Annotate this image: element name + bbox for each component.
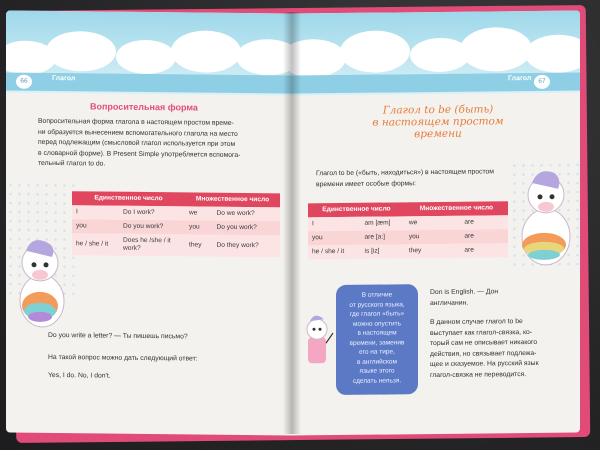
table-row xyxy=(72,233,280,257)
bubble-line: В отличие xyxy=(361,291,393,299)
left-page xyxy=(6,11,290,436)
bubble-line: можно опустить xyxy=(353,319,401,328)
pronoun-cell: they xyxy=(185,234,213,256)
bubble-line: в английском xyxy=(357,357,397,366)
intro-paragraph xyxy=(316,167,526,190)
answer-text: Yes, I do. No, I don't. xyxy=(48,371,111,380)
conjugation-table xyxy=(72,191,280,257)
form-cell: are xyxy=(460,243,508,257)
header-bar xyxy=(6,73,290,94)
unicorn-illustration xyxy=(512,161,576,272)
cloud xyxy=(525,34,580,73)
cloud xyxy=(116,40,176,75)
pronoun-cell: I xyxy=(72,205,119,219)
teacher-unicorn-icon xyxy=(300,313,334,373)
pronoun-cell: you xyxy=(405,230,461,245)
title-line: Глагол to be (быть) xyxy=(382,103,494,117)
note-line: щее и сказуемое. На русский язык xyxy=(430,359,539,369)
pronoun-cell: you xyxy=(185,220,213,234)
bubble-line: в настоящем xyxy=(357,329,397,337)
note-paragraph xyxy=(430,317,576,382)
intro-paragraph xyxy=(38,117,283,172)
note-line: торый сам не описывает никакого xyxy=(430,338,538,348)
header-label: Глагол xyxy=(508,74,532,83)
form-cell: Does he /she / it work? xyxy=(119,234,185,257)
example-line: Don is English. — Дон xyxy=(430,288,499,297)
col-header-singular: Единственное число xyxy=(308,202,405,217)
cloud xyxy=(46,31,116,72)
book-gutter-shadow xyxy=(283,12,301,434)
form-cell: is [iz] xyxy=(360,244,404,258)
form-cell: are xyxy=(460,215,508,229)
col-header-plural: Множественное число xyxy=(405,201,508,216)
pronoun-cell: I xyxy=(308,217,360,232)
bubble-line: где глагол «быть» xyxy=(349,310,405,318)
note-line: В данном случае глагол to be xyxy=(430,318,523,327)
note-line: действия, но связывает подлежа- xyxy=(430,349,537,358)
pronoun-cell: you xyxy=(308,231,360,246)
right-page xyxy=(290,10,580,435)
example-sentence xyxy=(430,287,570,309)
form-cell: Do we work? xyxy=(213,207,280,222)
page-number: 66 xyxy=(16,75,32,89)
table-row xyxy=(308,243,508,259)
bubble-line: его на тире, xyxy=(359,348,395,356)
section-title xyxy=(338,103,538,141)
section-title: Вопросительная форма xyxy=(90,101,198,113)
form-cell: am [æm] xyxy=(360,216,404,230)
cloud xyxy=(340,30,410,73)
page-number: 67 xyxy=(534,75,550,89)
bubble-line: сделать нельзя. xyxy=(352,376,402,385)
intro-line: Глагол to be («быть, находиться») в настоящем простом xyxy=(316,168,494,178)
form-cell: are [a:] xyxy=(360,230,404,244)
pronoun-cell: they xyxy=(405,244,461,259)
intro-line: тельный глагол to do. xyxy=(38,159,106,168)
bubble-line: языке этого xyxy=(359,367,395,375)
cloud xyxy=(236,39,290,76)
unicorn-illustration xyxy=(12,231,72,332)
header-label: Глагол xyxy=(52,74,76,83)
note-bubble xyxy=(336,284,418,395)
intro-line: времени имеет особые формы: xyxy=(316,179,416,188)
pronoun-cell: he / she / it xyxy=(308,245,360,260)
form-cell: Do I work? xyxy=(119,206,185,221)
bubble-line: времени, заменив xyxy=(349,338,405,347)
cloud xyxy=(460,27,532,72)
intro-line: в словарной форме). В Present Simple употребляется вспомога- xyxy=(38,149,241,159)
bubble-line: от русского языка, xyxy=(349,300,405,309)
form-cell: are xyxy=(460,229,508,243)
pronoun-cell: he / she / it xyxy=(72,233,119,255)
title-line: времени xyxy=(414,127,462,141)
intro-line: перед подлежащим (смысловой глагол используется при этом xyxy=(38,138,236,148)
title-line: в настоящем простом xyxy=(372,115,504,129)
col-header-singular: Единственное число xyxy=(72,191,185,206)
example-line: англичанин. xyxy=(430,299,469,307)
intro-line: Вопросительная форма глагола в настоящем простом време- xyxy=(38,117,234,127)
form-cell: Do you work? xyxy=(213,221,280,236)
answer-prompt: На такой вопрос можно дать следующий ответ: xyxy=(48,353,198,363)
pronoun-cell: we xyxy=(185,206,213,220)
form-cell: Do you work? xyxy=(119,220,185,235)
example-question: Do you write a letter? — Ты пишешь письмо? xyxy=(48,331,188,341)
pronoun-cell: you xyxy=(72,219,119,233)
cloud xyxy=(171,30,241,73)
pronoun-cell: we xyxy=(405,216,461,231)
conjugation-table xyxy=(308,201,508,259)
note-line: выступает как глагол-связка, ко- xyxy=(430,328,533,337)
form-cell: Do they work? xyxy=(213,235,280,258)
note-line: глагол-связка не переводится. xyxy=(430,370,527,379)
col-header-plural: Множественное число xyxy=(185,192,280,207)
intro-line: ни образуется вынесением вспомогательного глагола на место xyxy=(38,128,238,138)
